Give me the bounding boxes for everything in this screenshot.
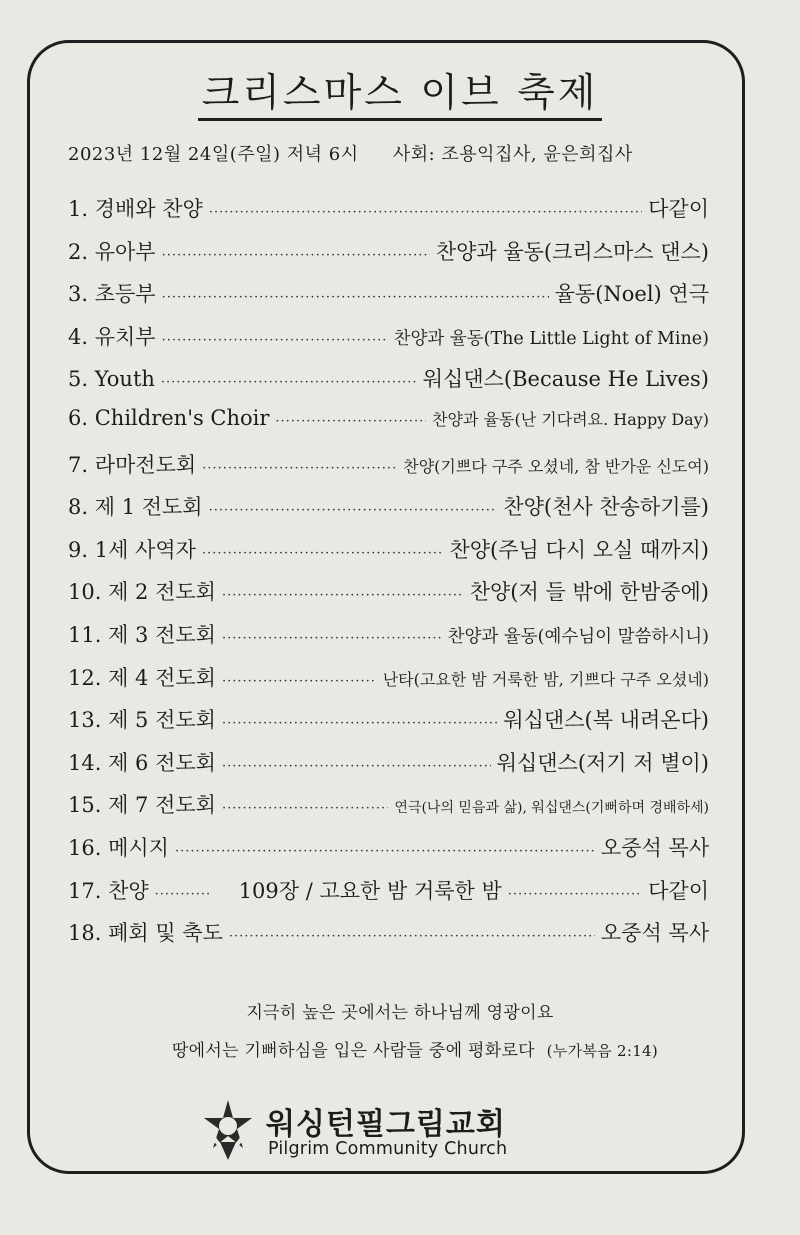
- program-list: [68, 193, 709, 960]
- program-item: [68, 917, 709, 960]
- item-detail: 찬양과 율동(크리스마스 댄스): [435, 239, 709, 264]
- leader-dots: [222, 801, 388, 816]
- program-item: [68, 789, 709, 832]
- item-detail: 찬양(기쁘다 구주 오셨네, 참 반가운 신도여): [403, 456, 709, 476]
- church-name-english: Pilgrim Community Church: [268, 1139, 508, 1159]
- leader-dots: [222, 674, 377, 689]
- program-item: [68, 278, 709, 321]
- scripture-reference: (누가복음 2:14): [546, 1042, 659, 1060]
- scripture-text: 땅에서는 기뻐하심을 입은 사람들 중에 평화로다: [171, 1041, 535, 1061]
- event-host: 사회: 조용익집사, 윤은희집사: [392, 144, 633, 165]
- item-number: 9.: [68, 537, 89, 562]
- item-number: 5.: [68, 367, 89, 392]
- program-item: [68, 449, 709, 492]
- item-number: 4.: [68, 324, 89, 349]
- item-number: 7.: [68, 452, 89, 477]
- church-logo-icon: [198, 1098, 258, 1162]
- item-detail: 율동(Noel) 연극: [554, 282, 709, 307]
- leader-dots: [162, 290, 549, 305]
- item-number: 12.: [68, 665, 102, 690]
- item-name: Children's Choir: [94, 405, 270, 430]
- item-number: 13.: [68, 708, 102, 733]
- item-number: 6.: [68, 405, 89, 430]
- item-name: 1세 사역자: [94, 537, 196, 562]
- item-number: 2.: [68, 239, 89, 264]
- program-item: [68, 704, 709, 747]
- leader-dots: [202, 546, 444, 561]
- program-item: [68, 619, 709, 662]
- leader-dots: [175, 844, 595, 859]
- leader-dots: [209, 205, 642, 220]
- item-number: 8.: [68, 495, 89, 520]
- item-detail: 연극(나의 믿음과 삶), 워십댄스(기뻐하며 경배하세): [394, 800, 709, 817]
- item-name: 유아부: [94, 239, 156, 264]
- title-text: 크리스마스 이브 축제: [198, 71, 603, 121]
- item-name: 메시지: [108, 835, 169, 860]
- program-item: [68, 534, 709, 577]
- leader-dots: [229, 929, 595, 944]
- item-number: 1.: [68, 197, 89, 221]
- item-name: 찬양: [108, 878, 149, 903]
- item-number: 18.: [68, 921, 102, 946]
- page-title: [0, 62, 800, 118]
- item-number: 16.: [68, 835, 102, 860]
- item-detail: 찬양과 율동(난 기다려요. Happy Day): [432, 409, 709, 429]
- item-number: 10.: [68, 580, 102, 605]
- leader-dots: [222, 716, 497, 731]
- item-detail: 워십댄스(복 내려온다): [503, 708, 709, 733]
- item-name: 초등부: [94, 282, 156, 307]
- church-name-korean: 워싱턴필그림교회: [266, 1107, 506, 1142]
- program-item: [68, 576, 709, 619]
- program-item: [68, 491, 709, 534]
- program-item: [68, 875, 709, 918]
- item-detail: 찬양(천사 찬송하기를): [503, 495, 709, 520]
- leader-dots: [161, 375, 417, 390]
- leader-dots: [202, 461, 397, 476]
- item-name: Youth: [94, 367, 155, 392]
- leader-dots: [508, 887, 642, 902]
- hymn-title: 109장 / 고요한 밤 거룩한 밤: [238, 878, 502, 903]
- item-detail: 워십댄스(저기 저 별이): [496, 750, 709, 775]
- program-item: [68, 236, 709, 279]
- leader-dots: [275, 414, 426, 429]
- item-name: 라마전도회: [94, 452, 197, 477]
- program-item: [68, 193, 709, 236]
- leader-dots: [162, 248, 430, 263]
- item-number: 14.: [68, 750, 102, 775]
- event-info: [68, 140, 633, 166]
- item-name: 제 2 전도회: [108, 580, 216, 605]
- item-detail: 난타(고요한 밤 거룩한 밤, 기쁘다 구주 오셨네): [382, 669, 709, 689]
- item-name: 폐회 및 축도: [108, 921, 223, 946]
- item-detail: 워십댄스(Because He Lives): [422, 367, 709, 392]
- item-detail: 찬양과 율동(예수님이 말씀하시니): [447, 626, 709, 647]
- item-name: 제 4 전도회: [108, 665, 216, 690]
- item-name: 제 7 전도회: [108, 793, 216, 818]
- item-number: 15.: [68, 793, 102, 818]
- leader-dots: [222, 631, 442, 646]
- item-number: 11.: [68, 622, 102, 647]
- program-item: [68, 832, 709, 875]
- program-item: [68, 321, 709, 364]
- program-item: [68, 662, 709, 705]
- item-detail: 다같이: [648, 197, 709, 221]
- item-detail: 찬양(주님 다시 오실 때까지): [449, 537, 709, 562]
- leader-dots: [222, 588, 464, 603]
- item-name: 유치부: [94, 324, 156, 349]
- item-number: 3.: [68, 282, 89, 307]
- item-detail: 오중석 목사: [600, 921, 709, 946]
- item-detail: 오중석 목사: [600, 835, 709, 860]
- item-name: 제 1 전도회: [94, 495, 203, 520]
- event-date: 2023년 12월 24일(주일) 저녁 6시: [68, 144, 359, 165]
- item-detail: 찬양(저 들 밖에 한밤중에): [469, 580, 709, 605]
- scripture-line-2: [15, 1036, 800, 1061]
- program-item: [68, 747, 709, 790]
- scripture-line-1: 지극히 높은 곳에서는 하나님께 영광이요: [246, 1003, 554, 1023]
- item-detail: 다같이: [648, 878, 709, 903]
- program-item: [68, 363, 709, 406]
- item-name: 경배와 찬양: [94, 197, 203, 221]
- leader-dots: [222, 759, 491, 774]
- leader-dots: [209, 503, 498, 518]
- program-item: [68, 406, 709, 449]
- item-number: 17.: [68, 878, 102, 903]
- item-name: 제 6 전도회: [108, 750, 216, 775]
- item-detail: 찬양과 율동(The Little Light of Mine): [393, 328, 709, 349]
- item-name: 제 5 전도회: [108, 708, 216, 733]
- item-name: 제 3 전도회: [108, 622, 216, 647]
- leader-dots: [155, 887, 211, 902]
- leader-dots: [162, 333, 388, 348]
